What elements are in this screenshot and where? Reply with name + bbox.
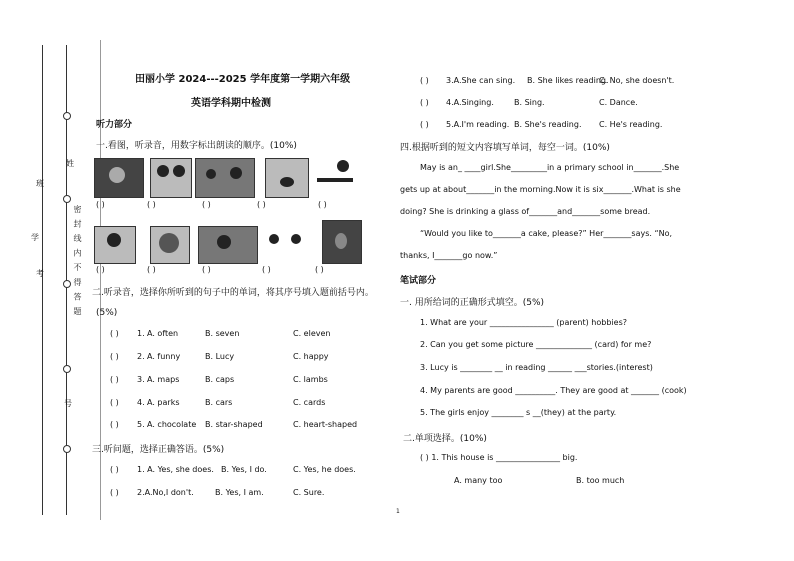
q2-item-num: 3. [137, 375, 145, 384]
picture-girls-talking [150, 158, 192, 198]
q2-option-a: A. maps [147, 375, 180, 384]
answer-bracket[interactable]: ( ) [202, 265, 211, 274]
binding-hole [63, 445, 71, 453]
q2-option-c: C. eleven [293, 329, 331, 338]
margin-label: 学 [31, 233, 39, 242]
q2-item-num: 4. [137, 398, 145, 407]
q2-item-bracket[interactable]: ( ) [110, 352, 119, 361]
q3-option-b: B. Sing. [514, 98, 545, 107]
seal-line-text: 密 封 线 内 不 得 答 题 [73, 205, 82, 317]
q4-passage-line: “Would you like to_______a cake, please?” Her_______says. “No, [420, 229, 673, 238]
q4-passage-line: thanks, I_______go now.” [400, 251, 498, 260]
q2-score: (5%) [96, 308, 118, 318]
q3-item-bracket[interactable]: ( ) [110, 488, 119, 497]
page-number: 1 [396, 508, 400, 515]
q3-option-b: B. She's reading. [514, 120, 582, 129]
w-q1-item[interactable]: 5. The girls enjoy ________ s __(they) at the party. [420, 408, 617, 417]
q3-option-c: C. Dance. [599, 98, 638, 107]
exam-title: 田丽小学 2024---2025 学年度第一学期六年级 [135, 74, 351, 85]
q3-item-bracket[interactable]: ( ) [420, 98, 429, 107]
q4-passage-line: May is an_ ____girl.She_________in a primary school in_______.She [420, 163, 680, 172]
w-q1-item[interactable]: 2. Can you get some picture ______________ (card) for me? [420, 340, 652, 349]
w-q2-item[interactable]: ( ) 1. This house is ________________ big. [420, 453, 578, 462]
listening-section-title: 听力部分 [96, 120, 133, 130]
picture-cooking [265, 158, 309, 198]
q4-title: 四.根据听到的短文内容填写单词，每空一词。(10%) [400, 143, 610, 153]
q2-option-a: A. parks [147, 398, 180, 407]
w-q2-option-b: B. too much [576, 476, 625, 485]
answer-bracket[interactable]: ( ) [147, 265, 156, 274]
exam-subject: 英语学科期中检测 [191, 98, 271, 109]
answer-bracket[interactable]: ( ) [257, 200, 266, 209]
picture-man-reading [94, 158, 144, 198]
q2-option-b: B. caps [205, 375, 235, 384]
w-q2-title: 二.单项选择。(10%) [403, 434, 487, 444]
q2-option-c: C. happy [293, 352, 329, 361]
q3-item-bracket[interactable]: ( ) [420, 76, 429, 85]
q1-title: 一.看图，听录音，用数字标出朗读的顺序。(10%) [96, 141, 297, 151]
answer-bracket[interactable]: ( ) [262, 265, 271, 274]
w-q1-item[interactable]: 4. My parents are good __________. They are good at _______ (cook) [420, 386, 687, 395]
q2-option-c: C. heart-shaped [293, 420, 358, 429]
w-q1-title: 一. 用所给词的正确形式填空。(5%) [400, 298, 545, 308]
q2-option-c: C. cards [293, 398, 326, 407]
q3-option-b: B. She likes reading. [527, 76, 609, 85]
w-q2-option-a: A. many too [454, 476, 503, 485]
picture-bathroom [322, 220, 362, 264]
binding-hole [63, 365, 71, 373]
picture-boy-at-desk [315, 158, 357, 196]
q2-title: 二.听录音，选择你所听到的句子中的单词，将其序号填入题前括号内。 [92, 288, 374, 298]
q2-item-bracket[interactable]: ( ) [110, 420, 119, 429]
q2-option-b: B. cars [205, 398, 233, 407]
answer-bracket[interactable]: ( ) [96, 265, 105, 274]
w-q1-item[interactable]: 3. Lucy is ________ __ in reading ______ ___stories.(interest) [420, 363, 653, 372]
picture-girl-glasses [94, 226, 136, 264]
q2-option-c: C. lambs [293, 375, 328, 384]
q2-option-a: A. chocolate [147, 420, 197, 429]
picture-boy-cooking [198, 226, 258, 264]
picture-girl-food [150, 226, 190, 264]
writing-section-title: 笔试部分 [400, 276, 437, 286]
q2-item-bracket[interactable]: ( ) [110, 329, 119, 338]
q3-item-bracket[interactable]: ( ) [110, 465, 119, 474]
q2-option-a: A. funny [147, 352, 181, 361]
q3-option-c: C. Sure. [293, 488, 325, 497]
q2-option-a: A. often [147, 329, 179, 338]
q3-item-text: 4.A.Singing. [446, 98, 494, 107]
picture-family-room [195, 158, 255, 198]
w-q1-item[interactable]: 1. What are your ________________ (parent) hobbies? [420, 318, 627, 327]
q2-option-b: B. star-shaped [205, 420, 263, 429]
margin-label: 班 [36, 179, 44, 188]
q3-item-text: 1. A. Yes, she does. [137, 465, 214, 474]
q2-item-num: 1. [137, 329, 145, 338]
answer-bracket[interactable]: ( ) [147, 200, 156, 209]
q3-option-c: C. He's reading. [599, 120, 663, 129]
q3-option-b: B. Yes, I am. [215, 488, 264, 497]
answer-bracket[interactable]: ( ) [202, 200, 211, 209]
q4-passage-line: doing? She is drinking a glass of_______and_______some bread. [400, 207, 651, 216]
q3-item-text: 3.A.She can sing. [446, 76, 516, 85]
q3-title: 三.听问题，选择正确答语。(5%) [92, 445, 225, 455]
q3-item-bracket[interactable]: ( ) [420, 120, 429, 129]
q3-item-text: 2.A.No,I don't. [137, 488, 194, 497]
q2-item-num: 5. [137, 420, 145, 429]
q2-option-b: B. Lucy [205, 352, 235, 361]
q2-item-bracket[interactable]: ( ) [110, 375, 119, 384]
margin-label: 考 [36, 269, 44, 278]
q2-option-b: B. seven [205, 329, 240, 338]
binding-line-outer [42, 45, 43, 515]
binding-hole [63, 112, 71, 120]
picture-kids-table [265, 226, 309, 262]
binding-hole [63, 195, 71, 203]
q2-item-bracket[interactable]: ( ) [110, 398, 119, 407]
q2-item-num: 2. [137, 352, 145, 361]
answer-bracket[interactable]: ( ) [96, 200, 105, 209]
margin-label: 姓 [66, 159, 74, 168]
answer-bracket[interactable]: ( ) [318, 200, 327, 209]
q3-option-c: C. Yes, he does. [293, 465, 356, 474]
q4-passage-line: gets up at about_______in the morning.Now it is six_______.What is she [400, 185, 681, 194]
q3-option-c: C. No, she doesn't. [599, 76, 675, 85]
answer-bracket[interactable]: ( ) [315, 265, 324, 274]
q3-item-text: 5.A.I'm reading. [446, 120, 510, 129]
binding-hole [63, 280, 71, 288]
margin-label: 号 [64, 399, 72, 408]
q3-option-b: B. Yes, I do. [221, 465, 267, 474]
